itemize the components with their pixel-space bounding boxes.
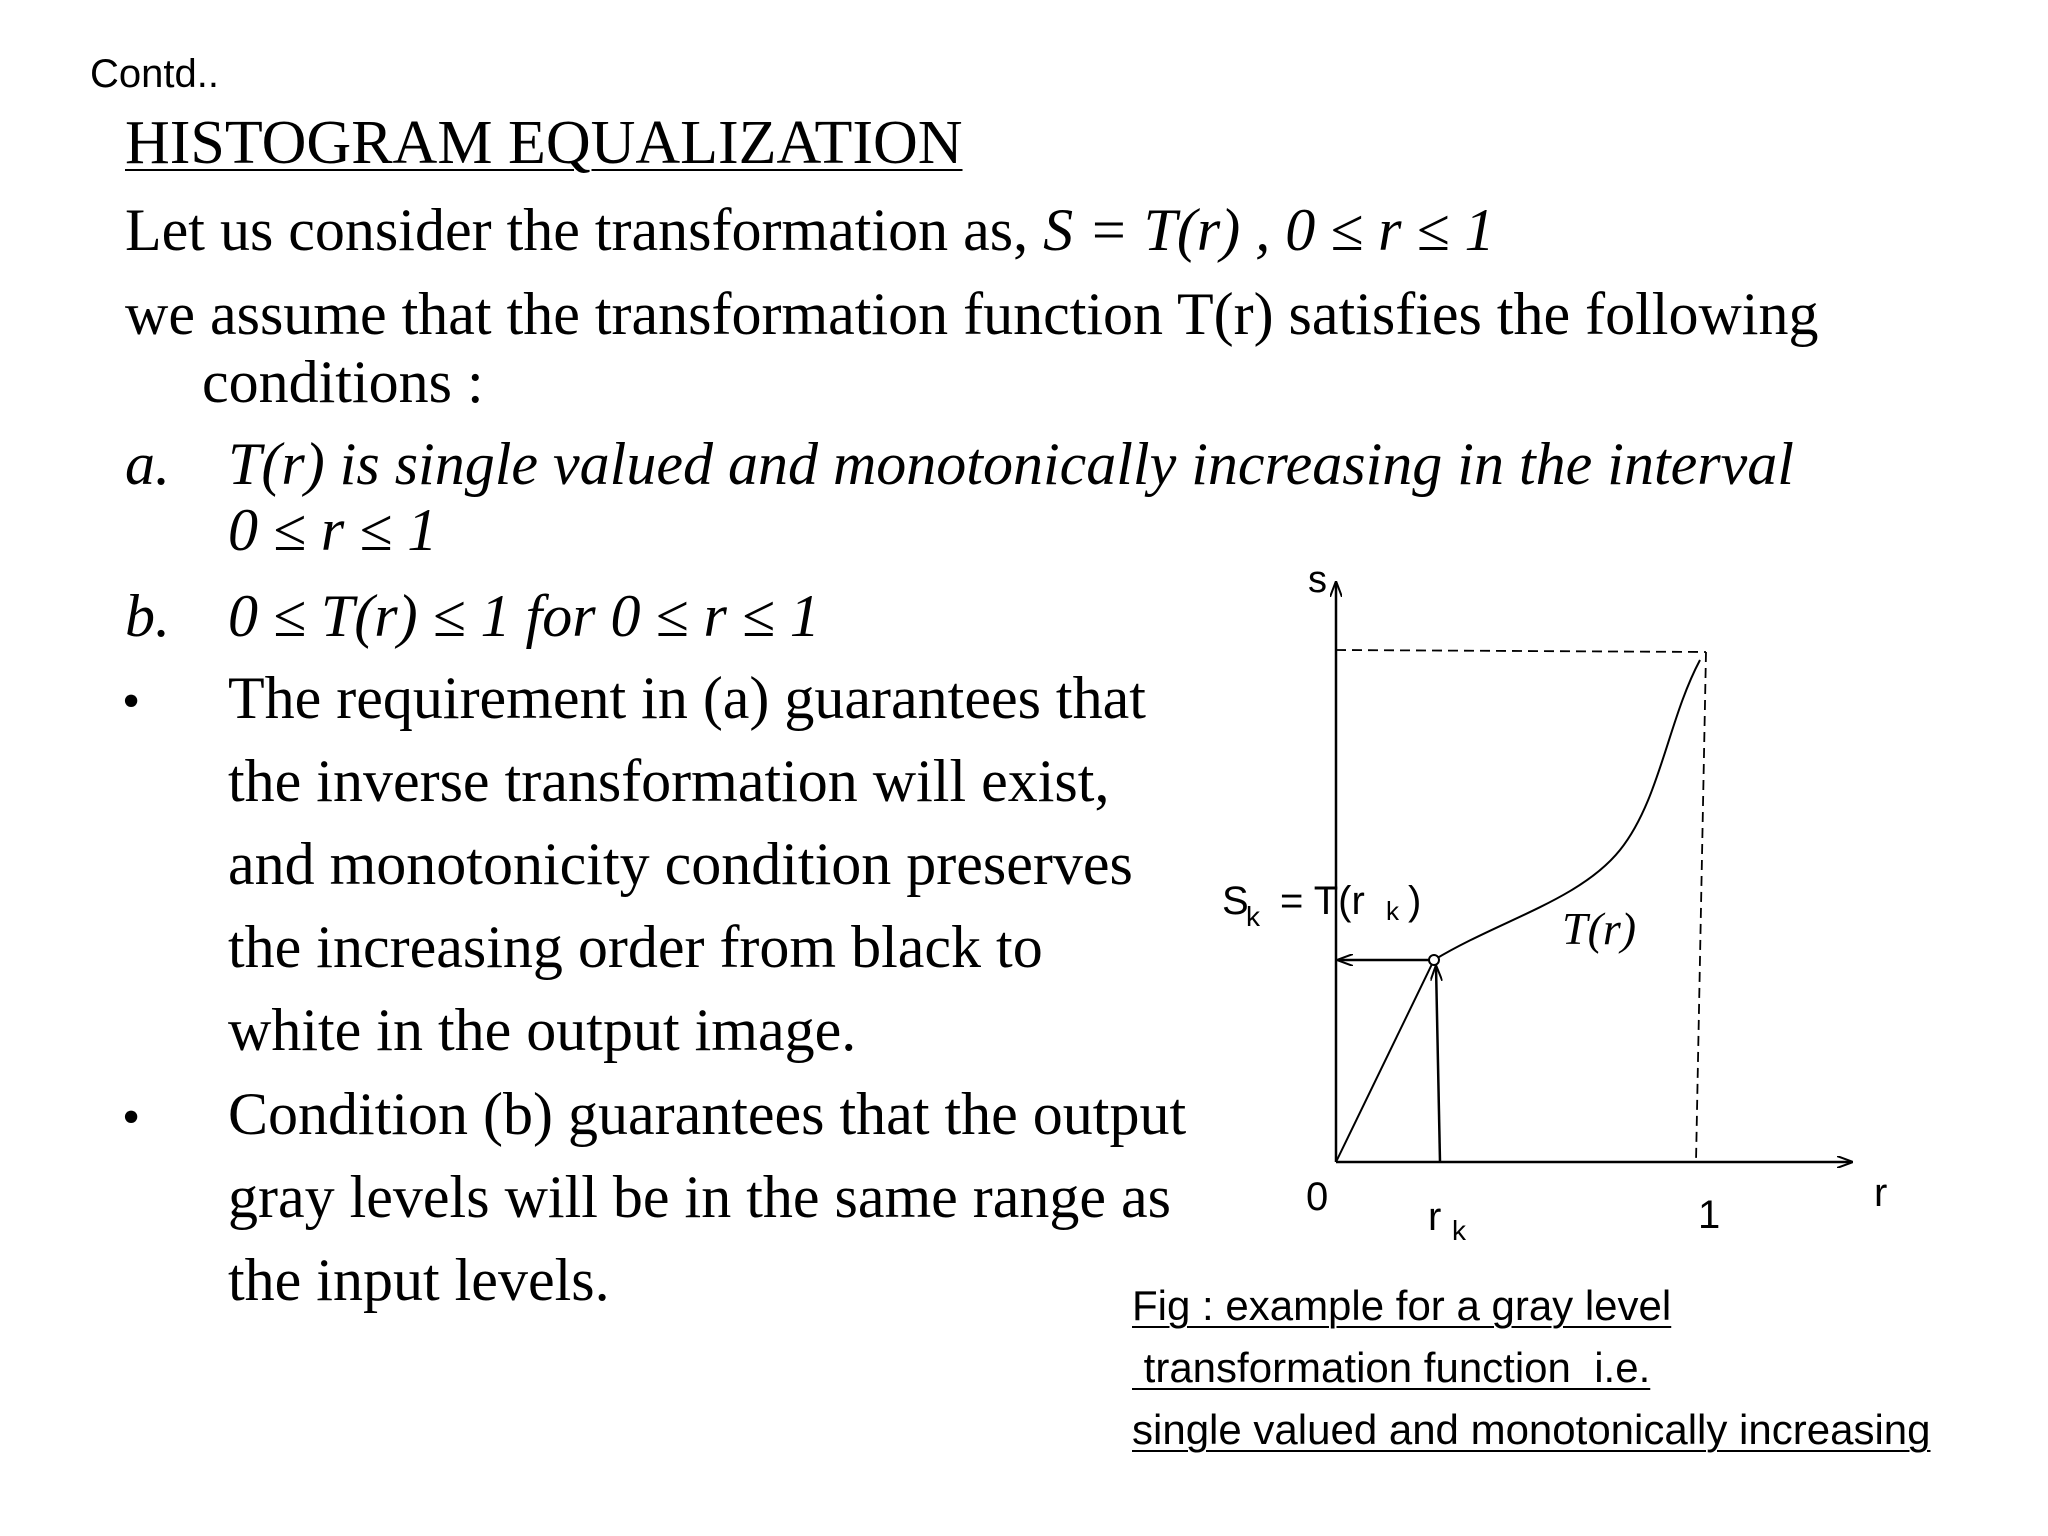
bullet-1-line-4: the increasing order from black to (228, 914, 1043, 980)
condition-a-line-1: T(r) is single valued and monotonically increasing in the interval (228, 431, 1794, 497)
bullet-2-line-2: gray levels will be in the same range as (228, 1164, 1172, 1230)
bullet-2-symbol: • (122, 1089, 141, 1146)
sk-label: S (1222, 879, 1249, 923)
sk-subscript: k (1246, 901, 1260, 932)
figure-caption-line-2: transformation function i.e. (1132, 1344, 1651, 1391)
condition-a-label: a. (125, 431, 170, 497)
rk-label: r (1428, 1195, 1442, 1239)
bullet-1-symbol: • (122, 673, 141, 730)
condition-b-line-1: 0 ≤ T(r) ≤ 1 for 0 ≤ r ≤ 1 (228, 583, 820, 649)
contd-label: Contd.. (90, 52, 219, 96)
condition-a-line-2: 0 ≤ r ≤ 1 (228, 497, 438, 563)
sk-equation-subscript: k (1386, 896, 1399, 926)
intro-prefix: Let us consider the transformation as, (125, 197, 1044, 263)
one-label: 1 (1698, 1193, 1721, 1237)
curve-point (1429, 955, 1439, 965)
bullet-1-line-5: white in the output image. (228, 997, 857, 1063)
figure-caption-line-3: single valued and monotonically increasing (1132, 1406, 1931, 1453)
page-title: HISTOGRAM EQUALIZATION (125, 109, 963, 177)
bullet-2-line-1: Condition (b) guarantees that the output (228, 1081, 1187, 1147)
intro-line (125, 196, 1494, 265)
transformation-figure (1180, 540, 1900, 1280)
rk-vertical-arrow (1436, 966, 1440, 1162)
intro-equation: S = T(r) , 0 ≤ r ≤ 1 (1043, 197, 1495, 263)
bullet-1-line-2: the inverse transformation will exist, (228, 748, 1110, 814)
sk-equation: = T(r (1280, 879, 1365, 923)
bullet-1-line-3: and monotonicity condition preserves (228, 831, 1133, 897)
top-dashed-guide (1336, 650, 1706, 652)
origin-label: 0 (1306, 1175, 1329, 1219)
x-axis-label: r (1874, 1171, 1888, 1215)
bullet-1-line-1: The requirement in (a) guarantees that (228, 665, 1146, 731)
assume-line-1: we assume that the transformation function T(r) satisfies the following (125, 281, 1819, 347)
assume-line-2: conditions : (202, 349, 484, 415)
bullet-2-line-3: the input levels. (228, 1247, 610, 1313)
curve-label: T(r) (1562, 903, 1637, 954)
rk-subscript: k (1452, 1215, 1466, 1246)
condition-b-label: b. (125, 583, 170, 649)
sk-equation-close: ) (1408, 879, 1422, 923)
figure-caption-line-1: Fig : example for a gray level (1132, 1282, 1672, 1329)
right-dashed-guide (1696, 652, 1706, 1162)
y-axis-label: s (1308, 559, 1327, 601)
